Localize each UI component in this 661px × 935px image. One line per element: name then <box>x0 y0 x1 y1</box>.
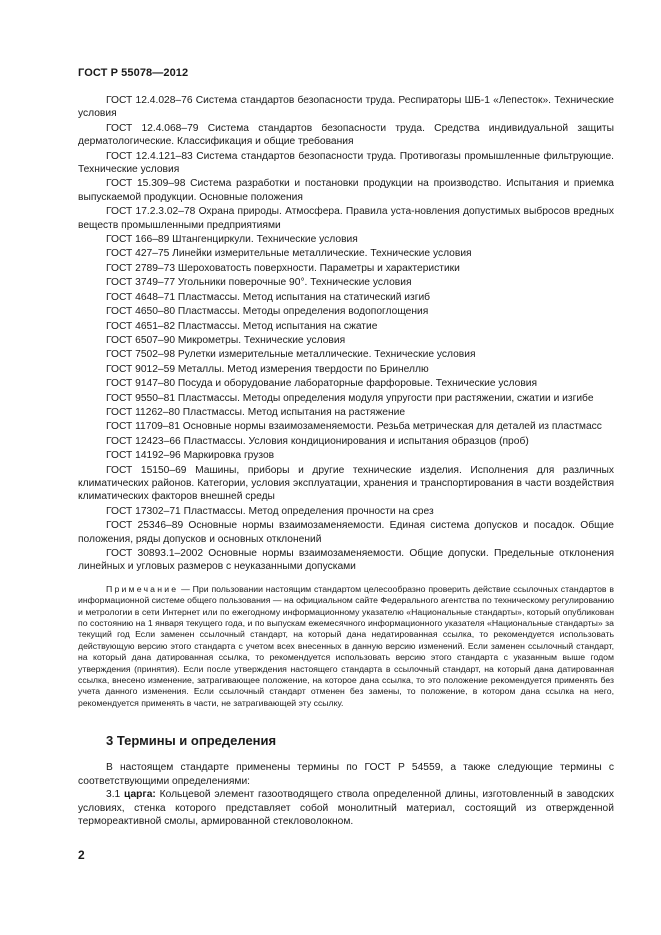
reference-item: ГОСТ 17.2.3.02–78 Охрана природы. Атмосфера. Правила уста-новления допустимых выбросов вредных веществ промышленными предприятиями <box>78 206 614 231</box>
references-list <box>78 94 614 574</box>
reference-item: ГОСТ 4651–82 Пластмассы. Метод испытания на сжатие <box>106 320 378 332</box>
reference-item: ГОСТ 12423–66 Пластмассы. Условия кондиционирования и испытания образцов (проб) <box>106 435 529 447</box>
term-name: царга: <box>124 789 156 801</box>
reference-item: ГОСТ 30893.1–2002 Основные нормы взаимозаменяемости. Общие допуски. Предельные отклонения линейных и угловых размеров с неуказанными допусками <box>78 548 614 573</box>
reference-item: ГОСТ 166–89 Штангенциркули. Технические условия <box>106 234 358 246</box>
reference-item: ГОСТ 15.309–98 Система разработки и постановки продукции на производство. Испытания и приемка выпускаемой продукции. Основные положения <box>78 178 614 203</box>
reference-item: ГОСТ 12.4.028–76 Система стандартов безопасности труда. Респираторы ШБ-1 «Лепесток». Технические условия <box>78 95 614 120</box>
reference-item: ГОСТ 2789–73 Шероховатость поверхности. Параметры и характеристики <box>106 262 460 274</box>
reference-item: ГОСТ 11262–80 Пластмассы. Метод испытания на растяжение <box>106 406 406 418</box>
document-body <box>78 94 614 828</box>
note-text: — При пользовании настоящим стандартом целесообразно проверить действие ссылочных стандартов в информационной системе общего пользования — на официальном сайте Федерального агентства по техническому регулированию и метрологии в сети Интернет или по ежегодному информационному указателю «Национальные стандарты», который опубликован по состоянию на 1 января текущего года, и по выпускам ежемесячного информационного указателя «Национальные стандарты» за текущий год Если заменен ссылочный стандарт, на который дана недатированная ссылка, то рекомендуется использовать действующую версию этого стандарта с учетом всех внесенных в данную версию изменений. Если заменен ссылочный стандарт, на который дана датированная ссылка, то рекомендуется использовать версию этого стандарта с указанным выше годом утверждения (принятия). Если после утверждения настоящего стандарта в ссылочный стандарт, на который дана датированная ссылка, внесено изменение, затрагивающее положение, на которое дана ссылка, то это положение рекомендуется применять без учета данного изменения. Если ссылочный стандарт отменен без замены, то положение, в котором дана ссылка на него, рекомендуется применять в части, не затрагивающей эту ссылку. <box>78 583 614 708</box>
reference-item: ГОСТ 3749–77 Угольники поверочные 90°. Технические условия <box>106 277 412 289</box>
reference-item: ГОСТ 427–75 Линейки измерительные металлические. Технические условия <box>106 248 472 260</box>
document-header: ГОСТ Р 55078—2012 <box>78 67 189 79</box>
reference-item: ГОСТ 25346–89 Основные нормы взаимозаменяемости. Единая система допусков и посадок. Общие положения, ряды допусков и основных отклонений <box>78 520 614 545</box>
reference-item: ГОСТ 12.4.121–83 Система стандартов безопасности труда. Противогазы промышленные фильтрующие. Технические условия <box>78 150 614 176</box>
reference-item: ГОСТ 15150–69 Машины, приборы и другие технические изделия. Исполнения для различных климатических районов. Категории, условия эксплуатации, хранения и транспортирования в части воздействия климатических факторов внешней среды <box>78 464 614 503</box>
reference-item: ГОСТ 4650–80 Пластмассы. Методы определения водопоглощения <box>106 306 429 318</box>
reference-item: ГОСТ 9550–81 Пластмассы. Методы определения модуля упругости при растяжении, сжатии и изгибе <box>106 392 594 404</box>
term-number: 3.1 <box>106 789 125 801</box>
reference-item: ГОСТ 4648–71 Пластмассы. Метод испытания на статический изгиб <box>106 291 431 303</box>
page-number: 2 <box>78 848 85 862</box>
section-intro: В настоящем стандарте применены термины по ГОСТ Р 54559, а также следующие термины с соответствующими определениями: <box>78 762 614 787</box>
term-definition <box>78 788 614 828</box>
reference-item: ГОСТ 17302–71 Пластмассы. Метод определения прочности на срез <box>106 505 434 517</box>
reference-item: ГОСТ 9012–59 Металлы. Метод измерения твердости по Бринеллю <box>106 363 429 375</box>
reference-item: ГОСТ 14192–96 Маркировка грузов <box>106 450 275 462</box>
note-label: Примечание <box>106 583 179 594</box>
term-text: Кольцевой элемент газоотводящего ствола определенной длины, изготовленный в заводских условиях, стенка которого представляет собой монолитный материал, состоящий из отвержденной термореактивной смолы, армированной стекловолокном. <box>78 789 614 827</box>
reference-item: ГОСТ 7502–98 Рулетки измерительные металлические. Технические условия <box>106 349 476 361</box>
reference-item: ГОСТ 6507–90 Микрометры. Технические условия <box>106 334 346 346</box>
section-title: 3 Термины и определения <box>106 733 277 749</box>
reference-item: ГОСТ 9147–80 Посуда и оборудование лабораторные фарфоровые. Технические условия <box>106 378 538 390</box>
reference-item: ГОСТ 12.4.068–79 Система стандартов безопасности труда. Средства индивидуальной защиты дерматологические. Классификация и общие требования <box>78 122 614 148</box>
reference-item: ГОСТ 11709–81 Основные нормы взаимозаменяемости. Резьба метрическая для деталей из пластмасс <box>106 421 602 433</box>
note-block <box>78 584 614 709</box>
